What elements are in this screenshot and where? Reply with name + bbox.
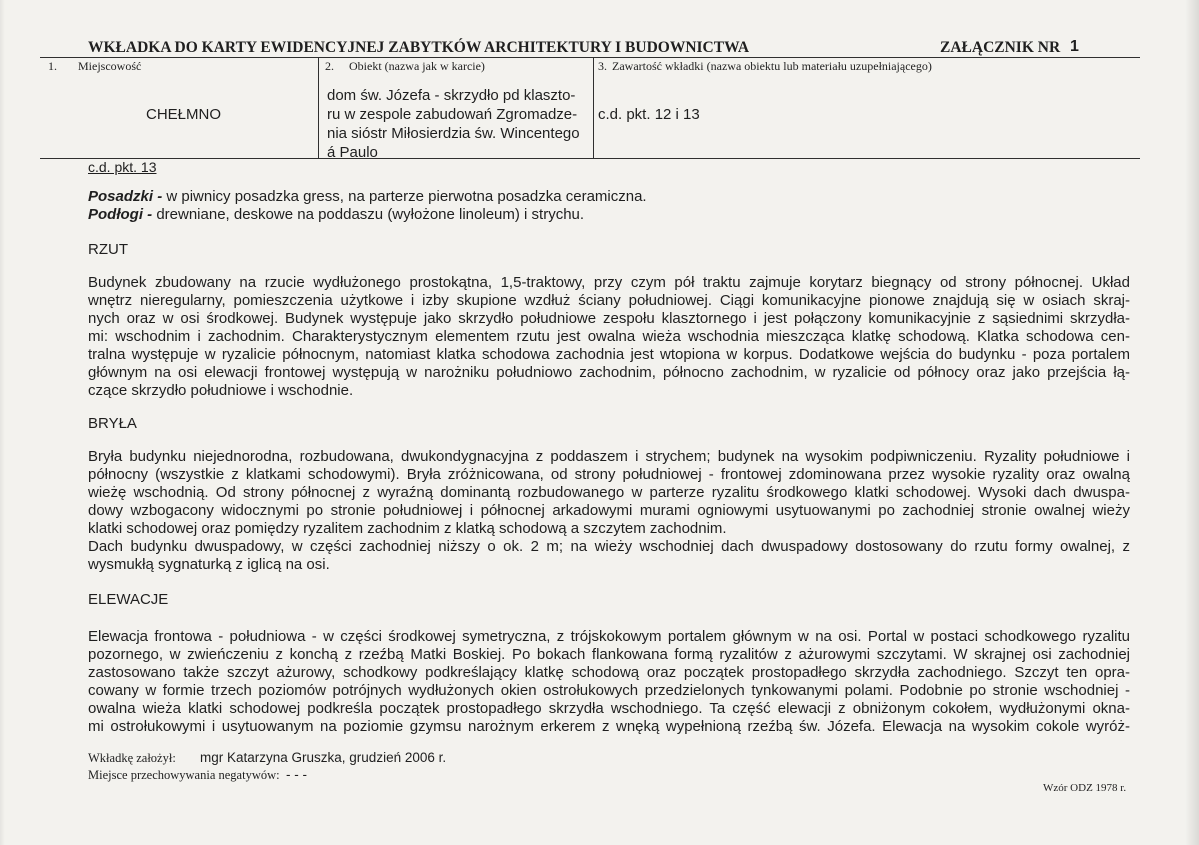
text-line: północny (wszystkie z klatkami schodowymi). Bryła zróżnicowana, od strony południowej - frontowej zdominowana przez wysokie ryzality oraz owalną — [88, 466, 1130, 483]
text-line: Bryła budynku niejednorodna, rozbudowana, dwukondygnacyjna z poddaszem i strychem; budynek na wysokim podpiwniczeniu. Ryzality południowe i — [88, 448, 1130, 465]
section-body-bryla — [88, 448, 1130, 574]
field-number-content: 3. — [598, 59, 607, 73]
section-heading-rzut: RZUT — [88, 241, 128, 258]
text-line: Budynek zbudowany na rzucie wydłużonego prostokątna, 1,5-traktowy, przy czym pół traktu zajmuje korytarz biegnący od strony północnej. Układ — [88, 274, 1130, 291]
negatives-location-label: Miejsce przechowywania negatywów: — [88, 768, 280, 782]
object-value-line: á Paulo — [327, 144, 378, 161]
field-number-object: 2. — [325, 59, 334, 73]
column-divider-2 — [593, 57, 594, 158]
continuation-note: c.d. pkt. 13 — [88, 159, 157, 175]
text-line: klatki schodowej oraz pomiędzy ryzalitem zachodnim z klatką schodową a szczytem zachodnim. — [88, 520, 727, 537]
finish-term: Posadzki - — [88, 188, 163, 205]
text-line: czące skrzydło południowe i wschodnie. — [88, 382, 354, 399]
text-line: dowy wzbogacony widocznymi po stronie południowej i północnej arkadowymi murami ogniowymi usytuowanymi po zachodniej stronie owalnej wieży — [88, 502, 1130, 519]
negatives-location-value: - - - — [286, 767, 307, 782]
finish-term: Podłogi - — [88, 206, 153, 223]
text-line: tralna występuje w ryzalicie północnym, natomiast klatka schodowa zachodnia jest wtopiona w korpus. Dodatkowe wejścia do budynku - poza portalem — [88, 346, 1130, 363]
text-line: zastosowano także szczyt ażurowy, schodkowy podkreślający klatkę schodową oraz początek prostopadłego skrzydła zachodniego. Szczyt ten opra- — [88, 664, 1130, 681]
section-body-rzut — [88, 274, 1130, 400]
text-line: pozornego, w zwieńczeniu z konchą z rzeźbą Matki Boskiej. Po bokach flankowana formą ryzalitów z ażurowymi szczytami. W skrajnej osi zachodniej — [88, 646, 1130, 663]
text-line: mi ostrołukowymi i usytuowanym na poziomie gzymsu narożnym erkerem z wnęką wypełnioną rzeźbą św. Józefa. Elewacja na wysokim cokole wyróż- — [88, 718, 1130, 735]
text-line: wieżę wschodnią. Od strony północnej z wyraźną dominantą rozbudowanego w parterze ryzalitu środkowego klatki schodowej. Wysoki dach dwuspa- — [88, 484, 1130, 501]
author-label: Wkładkę założył: — [88, 751, 176, 765]
scan-edge-shadow-left — [0, 0, 5, 845]
column-divider-1 — [318, 57, 319, 158]
text-line: głównym na osi elewacji frontowej występują w narożniku południowo zachodnim, północno zachodnim, w ryzalicie od północy oraz jako przejścia łą- — [88, 364, 1130, 381]
finish-text: w piwnicy posadzka gress, na parterze pierwotna posadzka ceramiczna. — [162, 188, 647, 205]
text-line: owalna wieża klatki schodowej podkreśla początek prostopadłego skrzydła wschodniego. Ta część elewacji z obniżonym cokołem, wydłużonymi okna- — [88, 700, 1130, 717]
text-line: wnętrz nieregularny, pomieszczenia użytkowe i izby skupione wzdłuż ściany południowej. Ciągi komunikacyjne pionowe znajdują się w osiach skraj- — [88, 292, 1130, 309]
content-value: c.d. pkt. 12 i 13 — [598, 106, 700, 123]
object-value-line: dom św. Józefa - skrzydło pd klaszto- — [327, 87, 576, 104]
field-label-content: Zawartość wkładki (nazwa obiektu lub materiału uzupełniającego) — [612, 59, 932, 73]
text-line: wysmukłą sygnaturką z iglicą na osi. — [88, 556, 330, 573]
field-number-locality: 1. — [48, 59, 57, 73]
header-rule — [40, 57, 1140, 58]
table-bottom-rule — [40, 158, 1140, 159]
field-label-locality: Miejscowość — [78, 59, 142, 73]
object-value-line: ru w zespole zabudowań Zgromadze- — [327, 106, 578, 123]
section-body-elewacje — [88, 628, 1130, 736]
finish-line-flooring — [88, 206, 584, 224]
form-template-note: Wzór ODZ 1978 r. — [1043, 782, 1127, 794]
text-line: nych oraz w osi środkowej. Budynek występuje jako skrzydło południowe zespołu klasztornego i jest połączony komunikacyjnie z sąsiednimi skrzydła- — [88, 310, 1130, 327]
form-title: WKŁADKA DO KARTY EWIDENCYJNEJ ZABYTKÓW ARCHITEKTURY I BUDOWNICTWA — [88, 39, 750, 56]
locality-value: CHEŁMNO — [146, 106, 222, 123]
text-line: Dach budynku dwuspadowy, w części zachodniej niższy o ok. 2 m; na wieży wschodniej dach dwuspadowy dostosowany do rzutu formy owalnej, z — [88, 538, 1130, 555]
field-label-object: Obiekt (nazwa jak w karcie) — [349, 59, 485, 73]
finish-text: drewniane, deskowe na poddaszu (wyłożone linoleum) i strychu. — [152, 206, 585, 223]
scan-edge-shadow-right — [1185, 0, 1199, 845]
section-heading-bryla: BRYŁA — [88, 415, 137, 432]
section-heading-elewacje: ELEWACJE — [88, 591, 169, 608]
finish-line-floors — [88, 188, 647, 206]
attachment-number: 1 — [1070, 38, 1079, 55]
text-line: mi: wschodnim i zachodnim. Charakterystycznym elementem rzutu jest owalna wieża wschodnia mieszcząca klatkę schodową. Klatka schodowa cen- — [88, 328, 1130, 345]
text-line: Elewacja frontowa - południowa - w części środkowej symetryczna, z trójskokowym portalem głównym w na osi. Portal w postaci schodkowego ryzalitu — [88, 628, 1130, 645]
author-value: mgr Katarzyna Gruszka, grudzień 2006 r. — [200, 750, 447, 765]
attachment-label: ZAŁĄCZNIK NR — [940, 39, 1061, 56]
object-value-line: nia sióstr Miłosierdzia św. Wincentego — [327, 125, 580, 142]
text-line: cowany w formie trzech poziomów potrójnych wydłużonych okien ostrołukowych przedzielonych tynkowanymi polami. Podobnie po stronie wschodniej - — [88, 682, 1130, 699]
